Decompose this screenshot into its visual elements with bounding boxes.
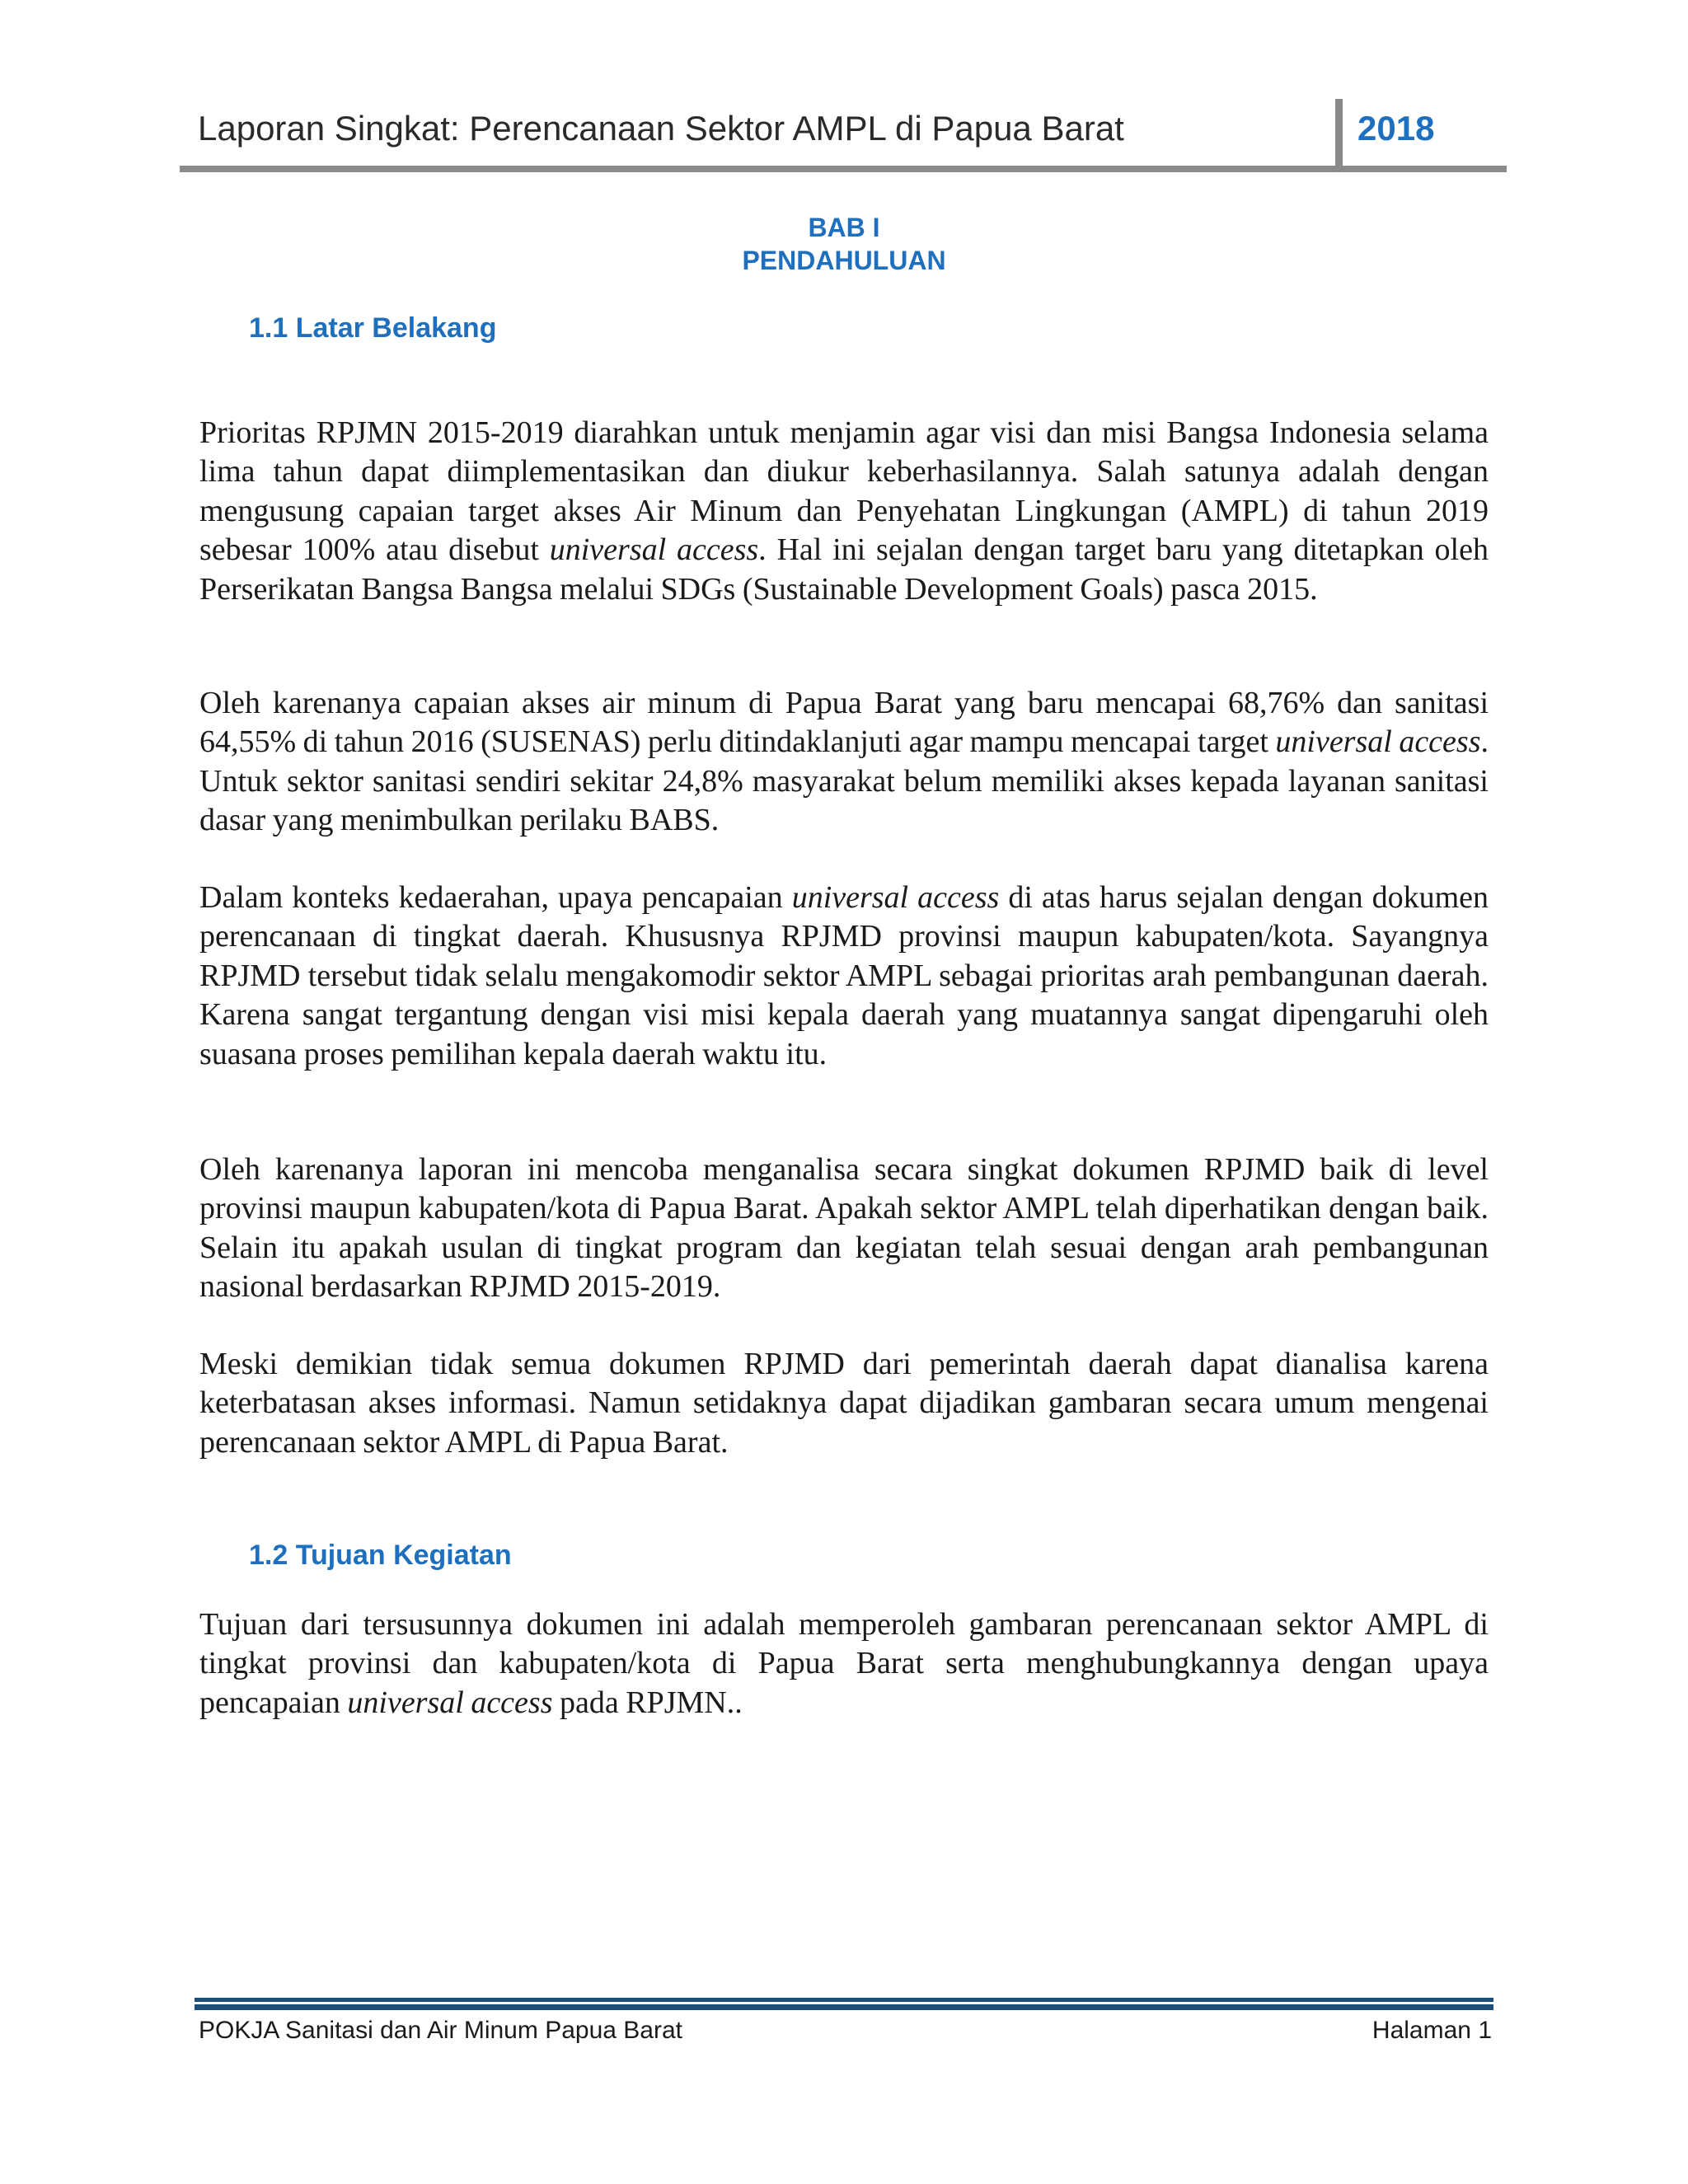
paragraph: Oleh karenanya laporan ini mencoba menganalisa secara singkat dokumen RPJMD baik di level provinsi maupun kabupaten/kota di Papua Barat. Apakah sektor AMPL telah diperhatikan dengan baik. Selain itu apakah usulan di tingkat program dan kegiatan telah sesuai dengan arah pembangunan nasional berdasarkan RPJMD 2015-2019. (199, 1152, 1489, 1305)
chapter-title: PENDAHULUAN (742, 246, 946, 275)
header-divider (1335, 99, 1343, 171)
footer-organization: POKJA Sanitasi dan Air Minum Papua Barat (199, 2017, 682, 2044)
paragraph: Dalam konteks kedaerahan, upaya pencapaian universal access di atas harus sejalan dengan dokumen perencanaan di tingkat daerah. Khususnya RPJMD provinsi maupun kabupaten/kota. Sayangnya RPJMD tersebut tidak selalu mengakomodir sektor AMPL sebagai prioritas arah pembangunan daerah. Karena sangat tergantung dengan visi misi kepala daerah yang muatannya sangat dipengaruhi oleh suasana proses pemilihan kepala daerah waktu itu. (199, 880, 1489, 1071)
section-heading-latar-belakang: 1.1 Latar Belakang (249, 312, 497, 344)
chapter-number: BAB I (808, 213, 880, 242)
section-heading-tujuan-kegiatan: 1.2 Tujuan Kegiatan (249, 1540, 512, 1571)
paragraph: Tujuan dari tersusunnya dokumen ini adalah memperoleh gambaran perencanaan sektor AMPL di tingkat provinsi dan kabupaten/kota di Papua Barat serta menghubungkannya dengan upaya pencapaian universal access pada RPJMN.. (199, 1607, 1489, 1720)
footer-rule (195, 2004, 1493, 2010)
header-title: Laporan Singkat: Perencanaan Sektor AMPL di Papua Barat (198, 109, 1124, 148)
page-number: Halaman 1 (1372, 2017, 1492, 2044)
paragraph: Oleh karenanya capaian akses air minum di Papua Barat yang baru mencapai 68,76% dan sanitasi 64,55% di tahun 2016 (SUSENAS) perlu ditindaklanjuti agar mampu mencapai target universal access. Untuk sektor sanitasi sendiri sekitar 24,8% masyarakat belum memiliki akses kepada layanan sanitasi dasar yang menimbulkan perilaku BABS. (199, 686, 1489, 838)
header-year: 2018 (1357, 109, 1435, 148)
footer-rule (195, 1998, 1493, 2002)
header-rule (180, 166, 1507, 172)
paragraph: Meski demikian tidak semua dokumen RPJMD dari pemerintah daerah dapat dianalisa karena keterbatasan akses informasi. Namun setidaknya dapat dijadikan gambaran secara umum mengenai perencanaan sektor AMPL di Papua Barat. (199, 1347, 1489, 1460)
paragraph: Prioritas RPJMN 2015-2019 diarahkan untuk menjamin agar visi dan misi Bangsa Indonesia selama lima tahun dapat diimplementasikan dan diukur keberhasilannya. Salah satunya adalah dengan mengusung capaian target akses Air Minum dan Penyehatan Lingkungan (AMPL) di tahun 2019 sebesar 100% atau disebut universal access. Hal ini sejalan dengan target baru yang ditetapkan oleh Perserikatan Bangsa Bangsa melalui SDGs (Sustainable Development Goals) pasca 2015. (199, 415, 1489, 607)
